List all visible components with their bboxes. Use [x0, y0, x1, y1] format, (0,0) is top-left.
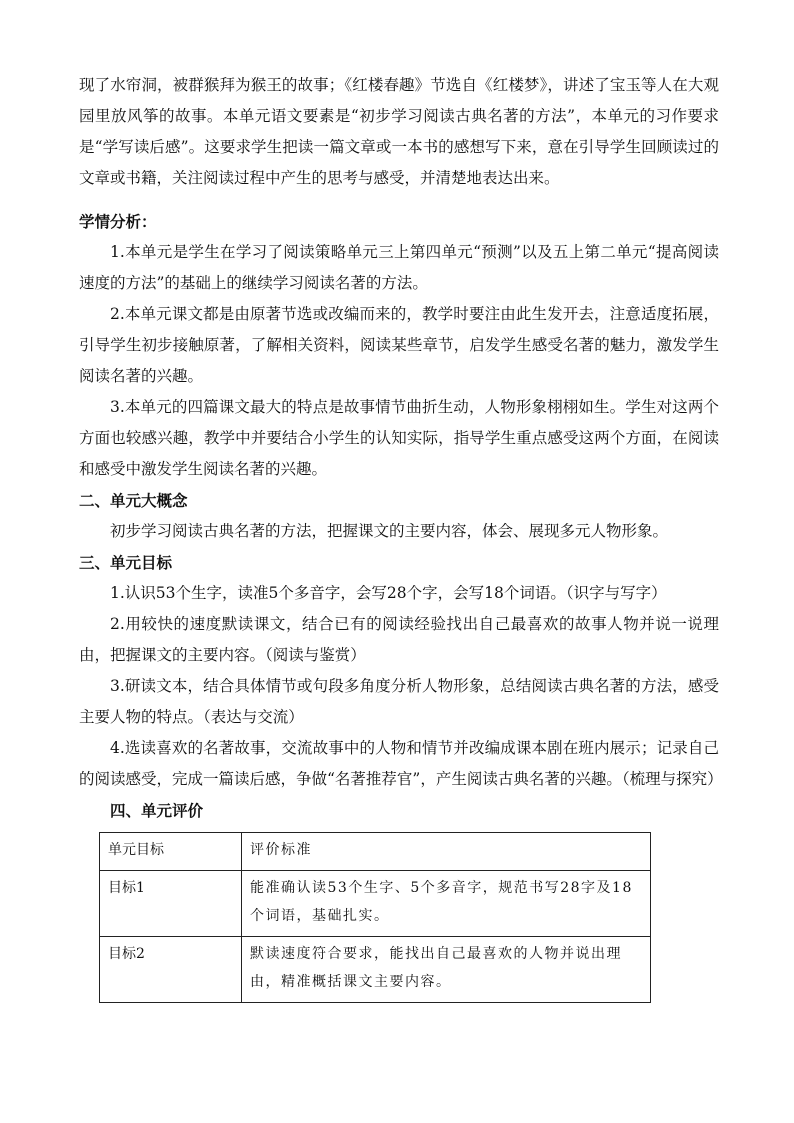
goal-item-1: 1.认识53个生字，读准5个多音字，会写28个字，会写18个词语。（识字与写字）: [110, 584, 667, 602]
evaluation-title: 四、单元评价: [110, 801, 204, 820]
table-header-cell: 单元目标: [100, 833, 242, 871]
goal-item-2: 2.用较快的速度默读课文，结合已有的阅读经验找出自己最喜欢的故事人物并说一说理由，把握课文的主要内容。（阅读与鉴赏）: [79, 615, 719, 664]
table-header-cell: 评价标准: [242, 833, 651, 871]
table-cell-criteria: 能准确认读53个生字、5个多音字，规范书写28字及18个词语，基础扎实。: [242, 871, 651, 937]
table-row: [100, 937, 651, 1003]
goals-title: 三、单元目标: [79, 553, 173, 572]
analysis-item-3: 3.本单元的四篇课文最大的特点是故事情节曲折生动，人物形象栩栩如生。学生对这两个方面也较感兴趣，教学中并要结合小学生的认知实际，指导学生重点感受这两个方面，在阅读和感受中激发学生阅读名著的兴趣。: [79, 398, 719, 478]
table-row: [100, 871, 651, 937]
table-cell-goal: 目标2: [100, 937, 242, 1003]
intro-paragraph: 现了水帘洞，被群猴拜为猴王的故事；《红楼春趣》节选自《红楼梦》，讲述了宝玉等人在大观园里放风筝的故事。本单元语文要素是“初步学习阅读古典名著的方法”，本单元的习作要求是“学写读后感”。这要求学生把读一篇文章或一本书的感想写下来，意在引导学生回顾读过的文章或书籍，关注阅读过程中产生的思考与感受，并清楚地表达出来。: [79, 76, 719, 187]
goal-item-3: 3.研读文本，结合具体情节或句段多角度分析人物形象，总结阅读古典名著的方法，感受主要人物的特点。（表达与交流）: [79, 677, 719, 726]
goal-item-4: 4.选读喜欢的名著故事，交流故事中的人物和情节并改编成课本剧在班内展示；记录自己的阅读感受，完成一篇读后感，争做“名著推荐官”，产生阅读古典名著的兴趣。（梳理与探究）: [79, 739, 723, 788]
analysis-item-1: 1.本单元是学生在学习了阅读策略单元三上第四单元“预测”以及五上第二单元“提高阅读速度的方法”的基础上的继续学习阅读名著的方法。: [79, 243, 719, 292]
analysis-title: 学情分析：: [79, 212, 157, 231]
concept-text: 初步学习阅读古典名著的方法，把握课文的主要内容，体会、展现多元人物形象。: [110, 522, 669, 540]
concept-title: 二、单元大概念: [79, 491, 188, 510]
table-cell-goal: 目标1: [100, 871, 242, 937]
evaluation-table: [99, 832, 651, 1003]
analysis-item-2: 2.本单元课文都是由原著节选或改编而来的，教学时要注由此生发开去，注意适度拓展，引导学生初步接触原著，了解相关资料，阅读某些章节，启发学生感受名著的魅力，激发学生阅读名著的兴趣。: [79, 305, 719, 385]
table-cell-criteria: 默读速度符合要求，能找出自己最喜欢的人物并说出理由，精准概括课文主要内容。: [242, 937, 651, 1003]
table-header-row: [100, 833, 651, 871]
document-page: [79, 70, 723, 1003]
